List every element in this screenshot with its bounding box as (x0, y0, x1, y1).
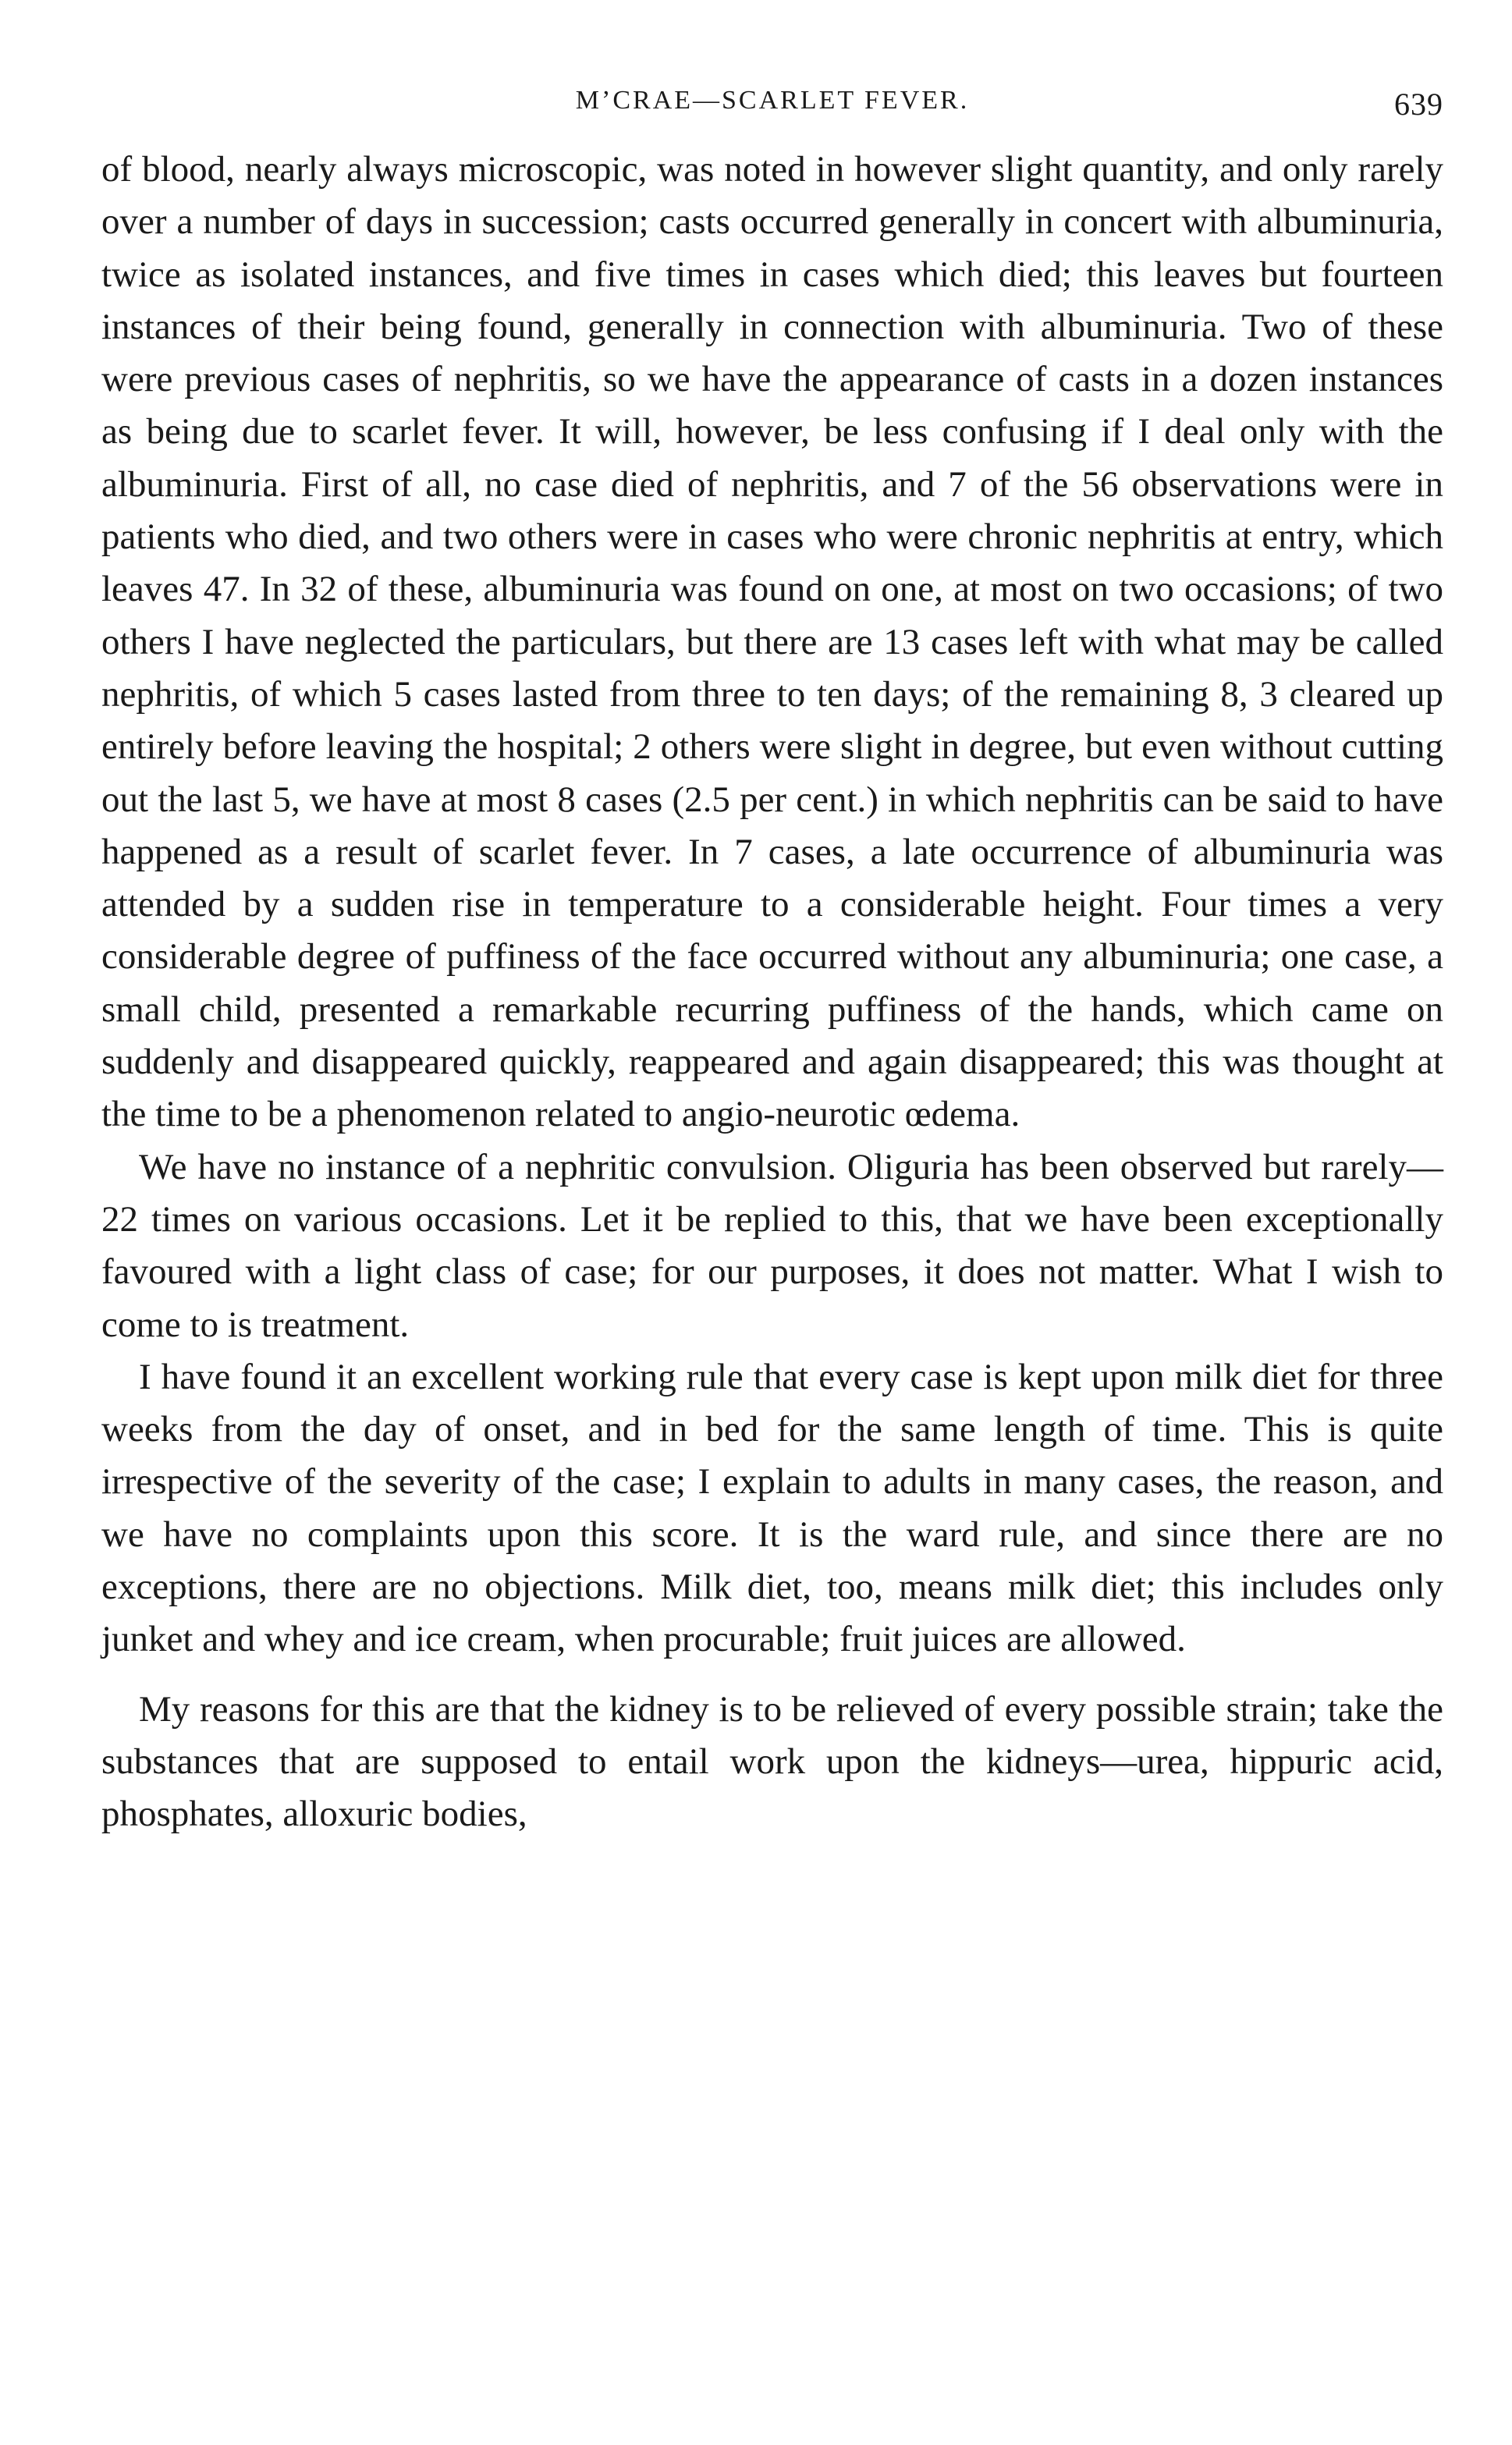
body-text (101, 144, 1443, 1841)
document-page (101, 86, 1443, 1841)
paragraph-reasons: My reasons for this are that the kidney is to be relieved of every possible strain; take the substances that are supposed to entail work upon the kidneys—urea, hippuric acid, phosphates, alloxuric bodies, (101, 1688, 1443, 1835)
paragraph-milk-diet-rule: I have found it an excellent working rule that every case is kept upon milk diet for three weeks from the day of onset, and in bed for the same length of time. This is quite irrespective of the severity of the case; I explain to adults in many cases, the reason, and we have no complaints upon this score. It is the ward rule, and since there are no exceptions, there are no objections. Milk diet, too, means milk diet; this includes only junket and whey and ice cream, when procurable; fruit juices are allowed. (101, 1356, 1443, 1660)
page-number: 639 (1394, 87, 1443, 122)
paragraph-nephritic-convulsion: We have no instance of a nephritic convulsion. Oliguria has been observed but rarely—22 times on various occasions. Let it be replied to this, that we have been exceptionally favoured with a light class of case; for our purposes, it does not matter. What I wish to come to is treatment. (101, 1146, 1443, 1345)
running-head (101, 86, 1443, 133)
running-title: M’CRAE—SCARLET FEVER. (575, 86, 970, 115)
paragraph-continued: of blood, nearly always microscopic, was noted in however slight quantity, and only rarely over a number of days in succession; casts occurred generally in concert with albuminuria, twice as isolated instances, and five times in cases which died; this leaves but fourteen instances of their being found, generally in connection with albuminuria. Two of these were previous cases of nephritis, so we have the appearance of casts in a dozen instances as being due to scarlet fever. It will, however, be less confusing if I deal only with the albuminuria. First of all, no case died of nephritis, and 7 of the 56 observations were in patients who died, and two others were in cases who were chronic nephritis at entry, which leaves 47. In 32 of these, albuminuria was found on one, at most on two occasions; of two others I have neglected the particulars, but there are 13 cases left with what may be called nephritis, of which 5 cases lasted from three to ten days; of the remaining 8, 3 cleared up entirely before leaving the hospital; 2 others were slight in degree, but even without cutting out the last 5, we have at most 8 cases (2.5 per cent.) in which nephritis can be said to have happened as a result of scarlet fever. In 7 cases, a late occurrence of albuminuria was attended by a sudden rise in temperature to a considerable height. Four times a very considerable degree of puffiness of the face occurred without any albuminuria; one case, a small child, presented a remarkable recurring puffiness of the hands, which came on suddenly and disappeared quickly, reappeared and again disappeared; this was thought at the time to be a phenomenon related to angio-neurotic œdema. (101, 149, 1443, 1135)
